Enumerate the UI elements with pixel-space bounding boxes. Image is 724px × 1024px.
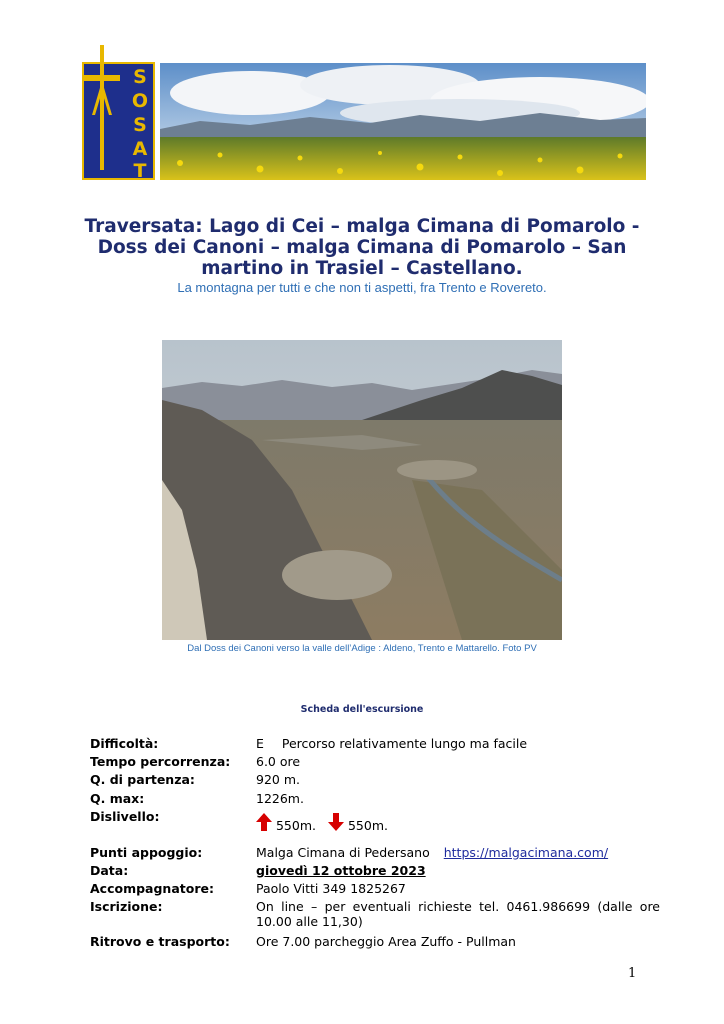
tempo-label: Tempo percorrenza: xyxy=(90,754,231,769)
iscrizione-label: Iscrizione: xyxy=(90,899,163,914)
title-line: Traversata: Lago di Cei – malga Cimana di Pomarolo - xyxy=(84,216,640,237)
malga-link[interactable]: https://malgacimana.com/ xyxy=(443,845,609,860)
ritrovo-value: Ore 7.00 parcheggio Area Zuffo - Pullman xyxy=(256,934,516,949)
tempo-value: 6.0 ore xyxy=(256,754,301,769)
difficolta-label: Difficoltà: xyxy=(90,736,159,751)
logo-letter: T xyxy=(133,160,147,180)
logo-letter: S xyxy=(133,66,147,88)
data-label: Data: xyxy=(90,863,129,878)
accompagnatore-value: Paolo Vitti 349 1825267 xyxy=(256,881,406,896)
difficolta-text: Percorso relativamente lungo ma facile xyxy=(281,736,528,751)
logo-letter: A xyxy=(132,138,148,160)
appoggio-text: Malga Cimana di Pedersano xyxy=(256,845,430,860)
dislivello-value xyxy=(256,813,388,831)
dislivello-up: 550m. xyxy=(275,817,316,833)
partenza-label: Q. di partenza: xyxy=(90,772,195,787)
partenza-value: 920 m. xyxy=(256,772,300,787)
title-line: martino in Trasiel – Castellano. xyxy=(201,258,523,279)
dislivello-label: Dislivello: xyxy=(90,809,160,824)
max-value: 1226m. xyxy=(256,791,304,806)
valley-photo xyxy=(162,340,562,640)
logo-letter: S xyxy=(133,114,147,136)
page-number: 1 xyxy=(628,966,637,981)
iscrizione-value: On line – per eventuali richieste tel. 0461.986699 (dalle ore 10.00 alle 11,30) xyxy=(256,899,660,929)
section-title: Scheda dell'escursione xyxy=(300,704,424,715)
difficolta-value xyxy=(256,736,527,751)
appoggio-value xyxy=(256,845,608,860)
max-label: Q. max: xyxy=(90,791,145,806)
title-line: Doss dei Canoni – malga Cimana di Pomarolo – San xyxy=(97,237,627,258)
dislivello-down: 550m. xyxy=(347,817,388,833)
banner-image xyxy=(160,63,646,180)
page-title xyxy=(80,216,644,279)
date-value: giovedì 12 ottobre 2023 xyxy=(256,863,426,878)
page-subtitle: La montagna per tutti e che non ti aspetti, fra Trento e Rovereto. xyxy=(177,280,547,295)
sosat-logo xyxy=(78,45,156,180)
arrow-down-icon xyxy=(328,813,344,831)
arrow-up-icon xyxy=(256,813,272,831)
accompagnatore-label: Accompagnatore: xyxy=(90,881,214,896)
logo-letter: O xyxy=(131,90,149,112)
photo-caption: Dal Doss dei Canoni verso la valle dell’Adige : Aldeno, Trento e Mattarello. Foto PV xyxy=(187,643,537,654)
appoggio-label: Punti appoggio: xyxy=(90,845,203,860)
ritrovo-label: Ritrovo e trasporto: xyxy=(90,934,230,949)
difficolta-grade: E xyxy=(256,736,264,751)
